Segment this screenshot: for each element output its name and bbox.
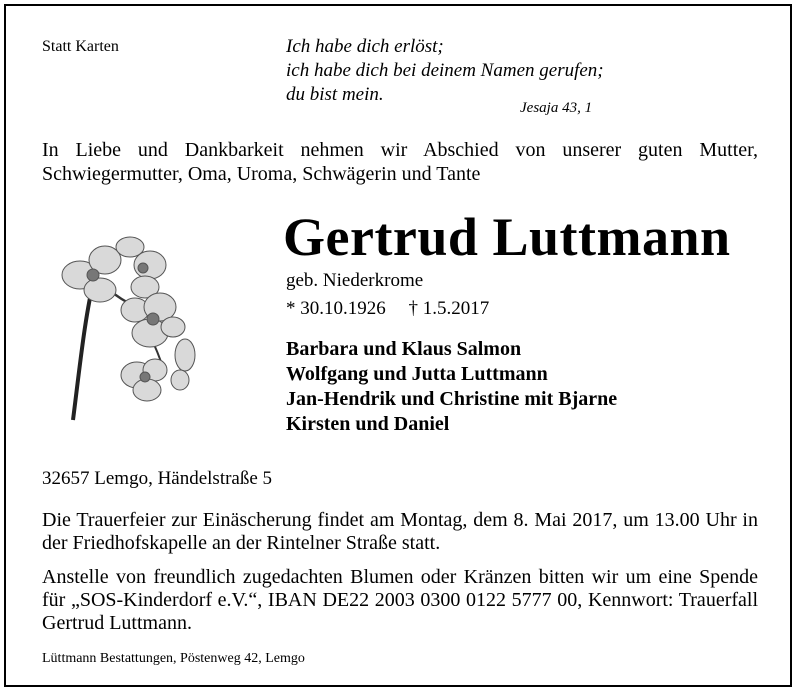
verse-reference: Jesaja 43, 1	[520, 100, 593, 116]
verse-line: du bist mein.	[286, 84, 384, 105]
statt-karten-label: Statt Karten	[42, 38, 119, 55]
family-member: Wolfgang und Jutta Luttmann	[286, 363, 548, 385]
address: 32657 Lemgo, Händelstraße 5	[42, 468, 273, 489]
life-dates	[286, 298, 507, 320]
family-member: Kirsten und Daniel	[286, 413, 450, 435]
orchid-icon	[55, 235, 215, 425]
death-date: † 1.5.2017	[408, 298, 490, 319]
family-list	[286, 337, 617, 437]
family-member: Barbara und Klaus Salmon	[286, 338, 522, 360]
ceremony-info: Die Trauerfeier zur Einäscherung findet am Montag, dem 8. Mai 2017, um 13.00 Uhr in der Friedhofskapelle an der Rintelner Straße statt.	[42, 509, 758, 554]
maiden-name: geb. Niederkrome	[286, 270, 424, 291]
intro-text: In Liebe und Dankbarkeit nehmen wir Abschied von unserer guten Mutter, Schwiegermutter, Oma, Uroma, Schwägerin und Tante	[42, 139, 758, 185]
deceased-name: Gertrud Luttmann	[283, 207, 731, 267]
funeral-home-footer: Lüttmann Bestattungen, Pöstenweg 42, Lemgo	[42, 651, 305, 666]
verse-line: Ich habe dich erlöst;	[286, 36, 444, 57]
verse-line: ich habe dich bei deinem Namen gerufen;	[286, 60, 604, 81]
birth-date: * 30.10.1926	[286, 298, 386, 319]
donation-info: Anstelle von freundlich zugedachten Blumen oder Kränzen bitten wir um eine Spende für „SOS-Kinderdorf e.V.“, IBAN DE22 2003 0300 0122 5777 00, Kennwort: Trauerfall Gertrud Luttmann.	[42, 566, 758, 634]
bible-verse	[286, 35, 604, 107]
family-member: Jan-Hendrik und Christine mit Bjarne	[286, 388, 618, 410]
